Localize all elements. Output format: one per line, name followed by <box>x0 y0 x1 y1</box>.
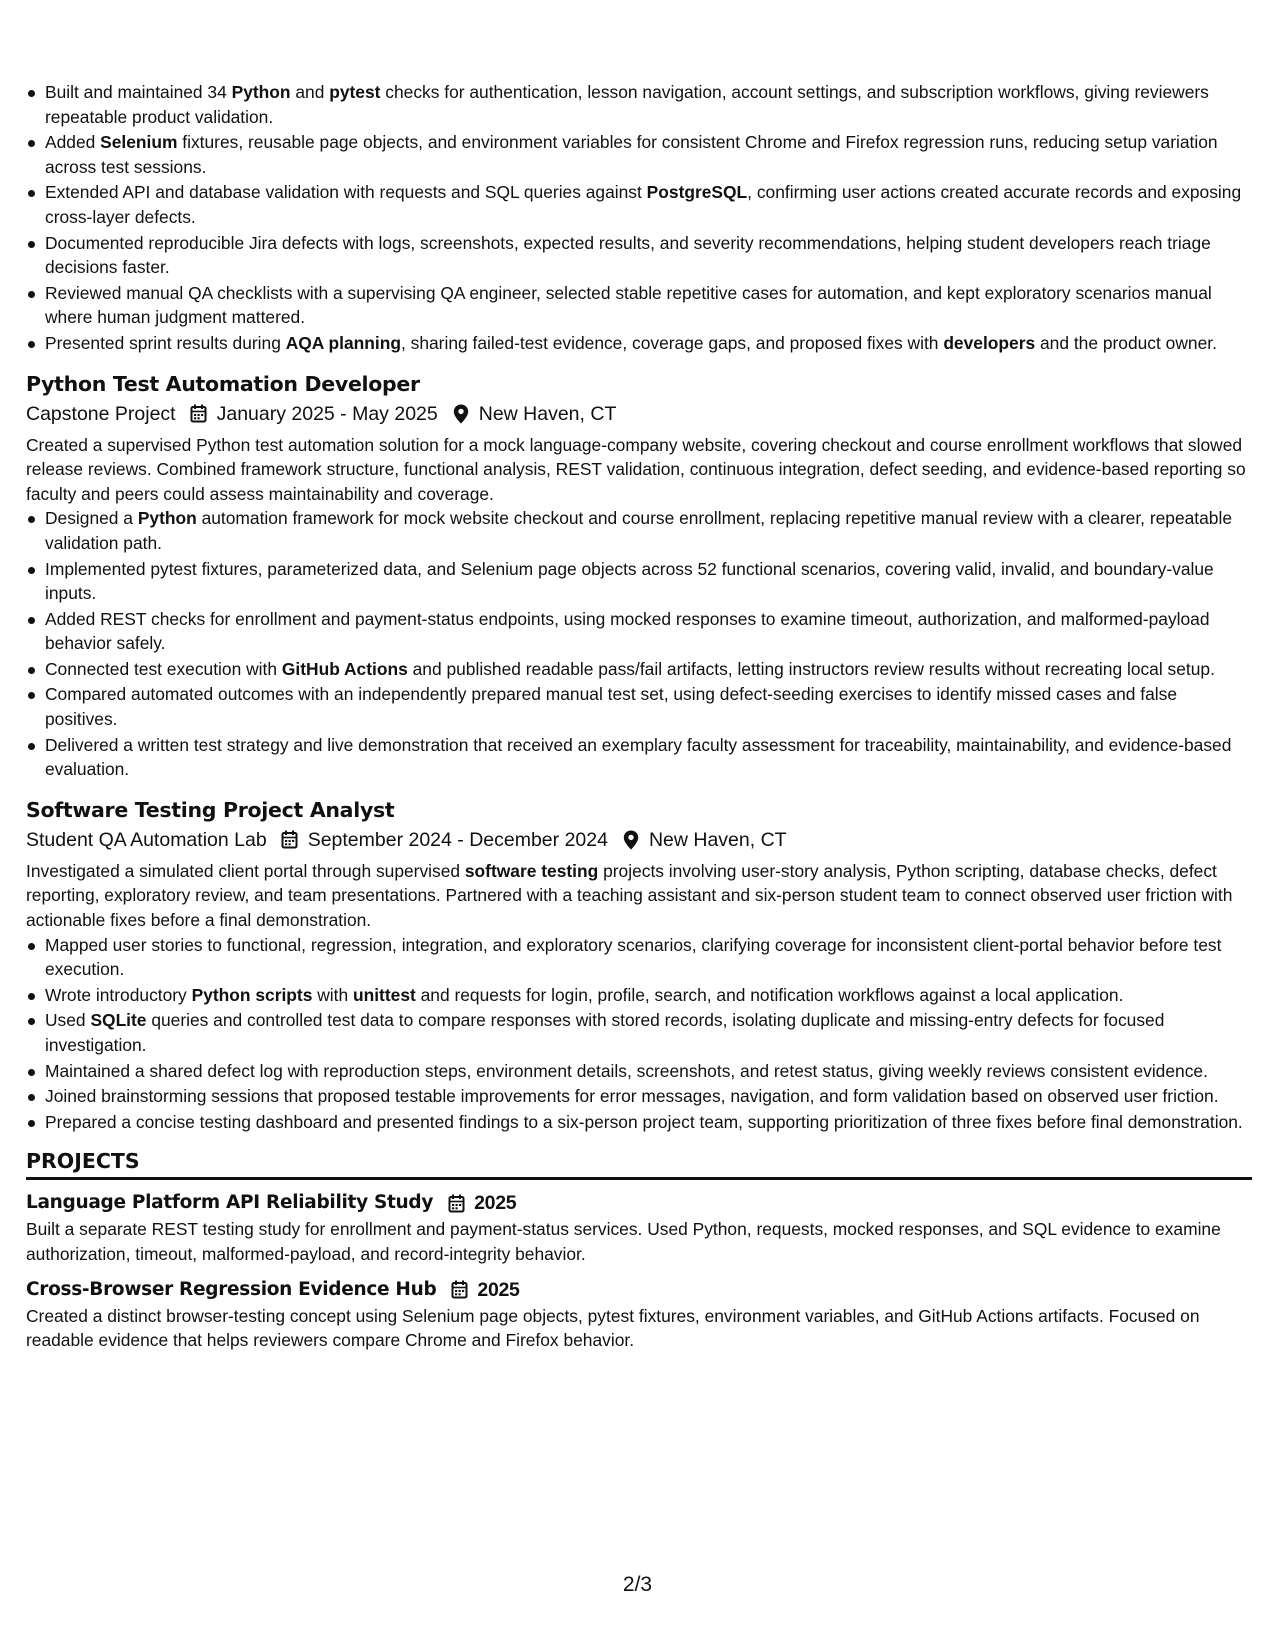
bullet-item: Wrote introductory Python scripts with unittest and requests for login, profile, search, and notification workflows against a local application. <box>26 983 1252 1008</box>
bullet-item: Compared automated outcomes with an independently prepared manual test set, using defect-seeding exercises to identify missed cases and false positives. <box>26 682 1252 731</box>
page-number: 2/3 <box>622 1573 653 1596</box>
bullet-item: Used SQLite queries and controlled test data to compare responses with stored records, isolating duplicate and missing-entry defects for focused investigation. <box>26 1008 1252 1057</box>
bullet-item: Maintained a shared defect log with reproduction steps, environment details, screenshots, and retest status, giving weekly reviews consistent evidence. <box>26 1059 1252 1084</box>
job-location: New Haven, CT <box>478 402 617 425</box>
project-title-row <box>26 1189 1252 1217</box>
bullet-item: Added REST checks for enrollment and payment-status endpoints, using mocked responses to examine timeout, authorization, and malformed-payload behavior safely. <box>26 607 1252 656</box>
job-summary: Created a supervised Python test automation solution for a mock language-company website, covering checkout and course enrollment workflows that slowed release reviews. Combined framework structure, functional analysis, REST validation, continuous integration, defect seeding, and evidence-based reporting so faculty and peers could assess maintainability and coverage. <box>26 434 1246 504</box>
job-organization: Student QA Automation Lab <box>26 828 267 851</box>
bullet-item: Designed a Python automation framework for mock website checkout and course enrollment, replacing repetitive manual review with a clearer, repeatable validation path. <box>26 506 1252 555</box>
bullet-item: Presented sprint results during AQA planning, sharing failed-test evidence, coverage gaps, and proposed fixes with developers and the product owner. <box>26 331 1252 356</box>
emphasis-text: Selenium <box>100 132 178 153</box>
job-summary: Investigated a simulated client portal through supervised software testing projects involving user-story analysis, Python scripting, database checks, defect reporting, exploratory review, and team presentations. Partnered with a teaching assistant and six-person student team to connect observed user friction with actionable fixes before a final demonstration. <box>26 860 1233 931</box>
calendar-icon <box>446 1192 466 1214</box>
job-dates: January 2025 - May 2025 <box>216 402 438 425</box>
project-description: Created a distinct browser-testing concept using Selenium page objects, pytest fixtures, environment variables, and GitHub Actions artifacts. Focused on readable evidence that helps reviewers compare Chrome and Firefox behavior. <box>26 1305 1200 1351</box>
job-bullets <box>26 933 1252 1135</box>
job-organization: Capstone Project <box>26 402 176 425</box>
map-pin-icon <box>451 403 471 425</box>
bullet-item: Added Selenium fixtures, reusable page objects, and environment variables for consistent Chrome and Firefox regression runs, reducing setup variation across test sessions. <box>26 130 1252 179</box>
emphasis-text: pytest <box>329 82 381 102</box>
emphasis-text: PostgreSQL <box>646 182 748 203</box>
project-title-row <box>26 1276 1252 1304</box>
emphasis-text: SQLite <box>90 1010 147 1031</box>
bullet-item: Documented reproducible Jira defects with logs, screenshots, expected results, and severity recommendations, helping student developers reach triage decisions faster. <box>26 231 1252 280</box>
resume-page <box>26 80 1252 1353</box>
emphasis-text: GitHub Actions <box>281 658 408 679</box>
emphasis-text: Python <box>137 508 197 529</box>
projects-section-header: PROJECTS <box>26 1147 1252 1180</box>
job-title: Software Testing Project Analyst <box>26 797 395 822</box>
project-entry <box>26 1189 1252 1266</box>
job-dates: September 2024 - December 2024 <box>307 828 608 851</box>
project-entry <box>26 1276 1252 1353</box>
project-title: Cross-Browser Regression Evidence Hub <box>26 1278 437 1300</box>
map-pin-icon <box>621 829 641 851</box>
bullet-item: Reviewed manual QA checklists with a supervising QA engineer, selected stable repetitive cases for automation, and kept exploratory scenarios manual where human judgment mattered. <box>26 281 1252 330</box>
bullet-item: Prepared a concise testing dashboard and presented findings to a six-person project team, supporting prioritization of three fixes before final demonstration. <box>26 1110 1252 1135</box>
emphasis-text: Python scripts <box>191 984 313 1005</box>
emphasis-text: unittest <box>352 984 416 1005</box>
job-meta <box>26 825 1252 855</box>
calendar-icon <box>189 403 209 425</box>
job-location: New Haven, CT <box>648 828 787 851</box>
job-entry <box>26 370 1252 782</box>
bullet-item: Mapped user stories to functional, regression, integration, and exploratory scenarios, clarifying coverage for inconsistent client-portal behavior before test execution. <box>26 933 1252 982</box>
emphasis-text: developers <box>943 332 1036 353</box>
bullet-item: Built and maintained 34 Python and pytest checks for authentication, lesson navigation, account settings, and subscription workflows, giving reviewers repeatable product validation. <box>26 80 1252 129</box>
project-year: 2025 <box>477 1278 520 1301</box>
job-entry <box>26 796 1252 1135</box>
emphasis-text: AQA planning <box>285 332 401 353</box>
first-role-bullets <box>26 80 1252 356</box>
bullet-item: Joined brainstorming sessions that proposed testable improvements for error messages, navigation, and form validation based on observed user friction. <box>26 1084 1252 1109</box>
project-title: Language Platform API Reliability Study <box>26 1192 434 1214</box>
emphasis-text: Python <box>231 82 291 102</box>
calendar-icon <box>280 829 300 851</box>
job-title: Python Test Automation Developer <box>26 371 420 396</box>
bullet-item: Extended API and database validation with requests and SQL queries against PostgreSQL, confirming user actions created accurate records and exposing cross-layer defects. <box>26 180 1252 229</box>
emphasis-text: software testing <box>464 860 599 881</box>
bullet-item: Connected test execution with GitHub Actions and published readable pass/fail artifacts, letting instructors review results without recreating local setup. <box>26 657 1252 682</box>
bullet-item: Delivered a written test strategy and live demonstration that received an exemplary faculty assessment for traceability, maintainability, and evidence-based evaluation. <box>26 733 1252 782</box>
project-description: Built a separate REST testing study for enrollment and payment-status services. Used Python, requests, mocked responses, and SQL evidence to examine authorization, timeout, malformed-payload, and record-integrity behavior. <box>26 1219 1221 1264</box>
project-year: 2025 <box>474 1192 517 1215</box>
job-meta <box>26 399 1252 429</box>
job-bullets <box>26 506 1252 782</box>
bullet-item: Implemented pytest fixtures, parameterized data, and Selenium page objects across 52 functional scenarios, covering valid, invalid, and boundary-value inputs. <box>26 557 1252 606</box>
calendar-icon <box>449 1279 469 1301</box>
